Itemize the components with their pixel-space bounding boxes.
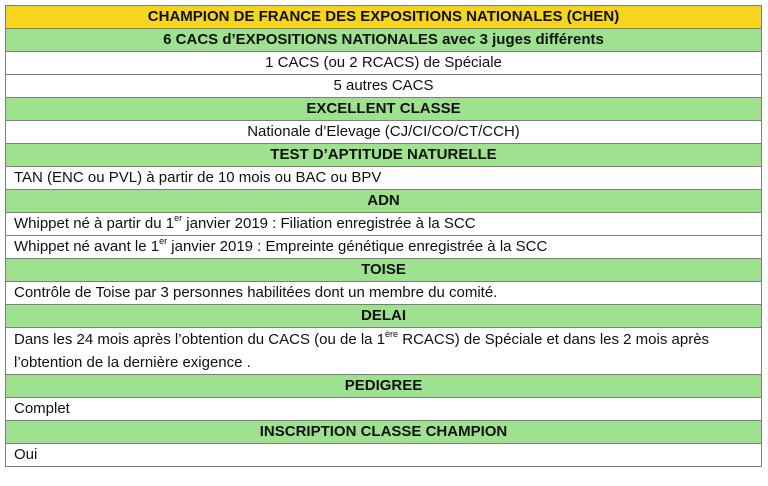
table-row <box>6 444 762 467</box>
adn-requirement-before-2019 <box>6 236 762 259</box>
adn-text-b: janvier 2019 : Empreinte génétique enregistrée à la SCC <box>167 238 548 255</box>
delai-text-b: RCACS) de Spéciale et dans les 2 mois après l’obtention de la dernière exigence . <box>14 331 710 371</box>
table-row <box>6 213 762 236</box>
inscription-requirement: Oui <box>6 444 762 467</box>
inscription-header: INSCRIPTION CLASSE CHAMPION <box>6 421 762 444</box>
section-header-row <box>6 375 762 398</box>
table-row <box>6 236 762 259</box>
table-row <box>6 75 762 98</box>
section-header-row <box>6 98 762 121</box>
tan-requirement: TAN (ENC ou PVL) à partir de 10 mois ou BAC ou BPV <box>6 167 762 190</box>
pedigree-header: PEDIGREE <box>6 375 762 398</box>
adn-header: ADN <box>6 190 762 213</box>
adn-text-a: Whippet né avant le 1 <box>14 238 160 255</box>
delai-text-a: Dans les 24 mois après l’obtention du CACS (ou de la 1 <box>14 331 386 348</box>
table-row <box>6 52 762 75</box>
pedigree-requirement: Complet <box>6 398 762 421</box>
section-header-row <box>6 144 762 167</box>
delai-header: DELAI <box>6 305 762 328</box>
table-title: CHAMPION DE FRANCE DES EXPOSITIONS NATIONALES (CHEN) <box>6 6 762 29</box>
table-row <box>6 121 762 144</box>
delai-requirement <box>6 328 762 375</box>
excellent-header: EXCELLENT CLASSE <box>6 98 762 121</box>
cacs-other-requirement: 5 autres CACS <box>6 75 762 98</box>
cacs-speciale-requirement: 1 CACS (ou 2 RCACS) de Spéciale <box>6 52 762 75</box>
title-row <box>6 6 762 29</box>
adn-text-a: Whippet né à partir du 1 <box>14 215 175 232</box>
cacs-header: 6 CACS d’EXPOSITIONS NATIONALES avec 3 juges différents <box>6 29 762 52</box>
section-header-row <box>6 259 762 282</box>
excellent-requirement: Nationale d’Elevage (CJ/CI/CO/CT/CCH) <box>6 121 762 144</box>
adn-text-b: janvier 2019 : Filiation enregistrée à la SCC <box>182 215 476 232</box>
section-header-row <box>6 305 762 328</box>
toise-header: TOISE <box>6 259 762 282</box>
toise-requirement: Contrôle de Toise par 3 personnes habilitées dont un membre du comité. <box>6 282 762 305</box>
table-row <box>6 328 762 375</box>
section-header-row <box>6 190 762 213</box>
section-header-row <box>6 29 762 52</box>
ordinal-superscript: er <box>159 236 168 246</box>
table-row <box>6 167 762 190</box>
ordinal-superscript: ère <box>385 329 399 339</box>
adn-requirement-after-2019 <box>6 213 762 236</box>
section-header-row <box>6 421 762 444</box>
tan-header: TEST D’APTITUDE NATURELLE <box>6 144 762 167</box>
requirements-table <box>5 5 762 467</box>
table-row <box>6 398 762 421</box>
ordinal-superscript: er <box>174 213 183 223</box>
table-row <box>6 282 762 305</box>
